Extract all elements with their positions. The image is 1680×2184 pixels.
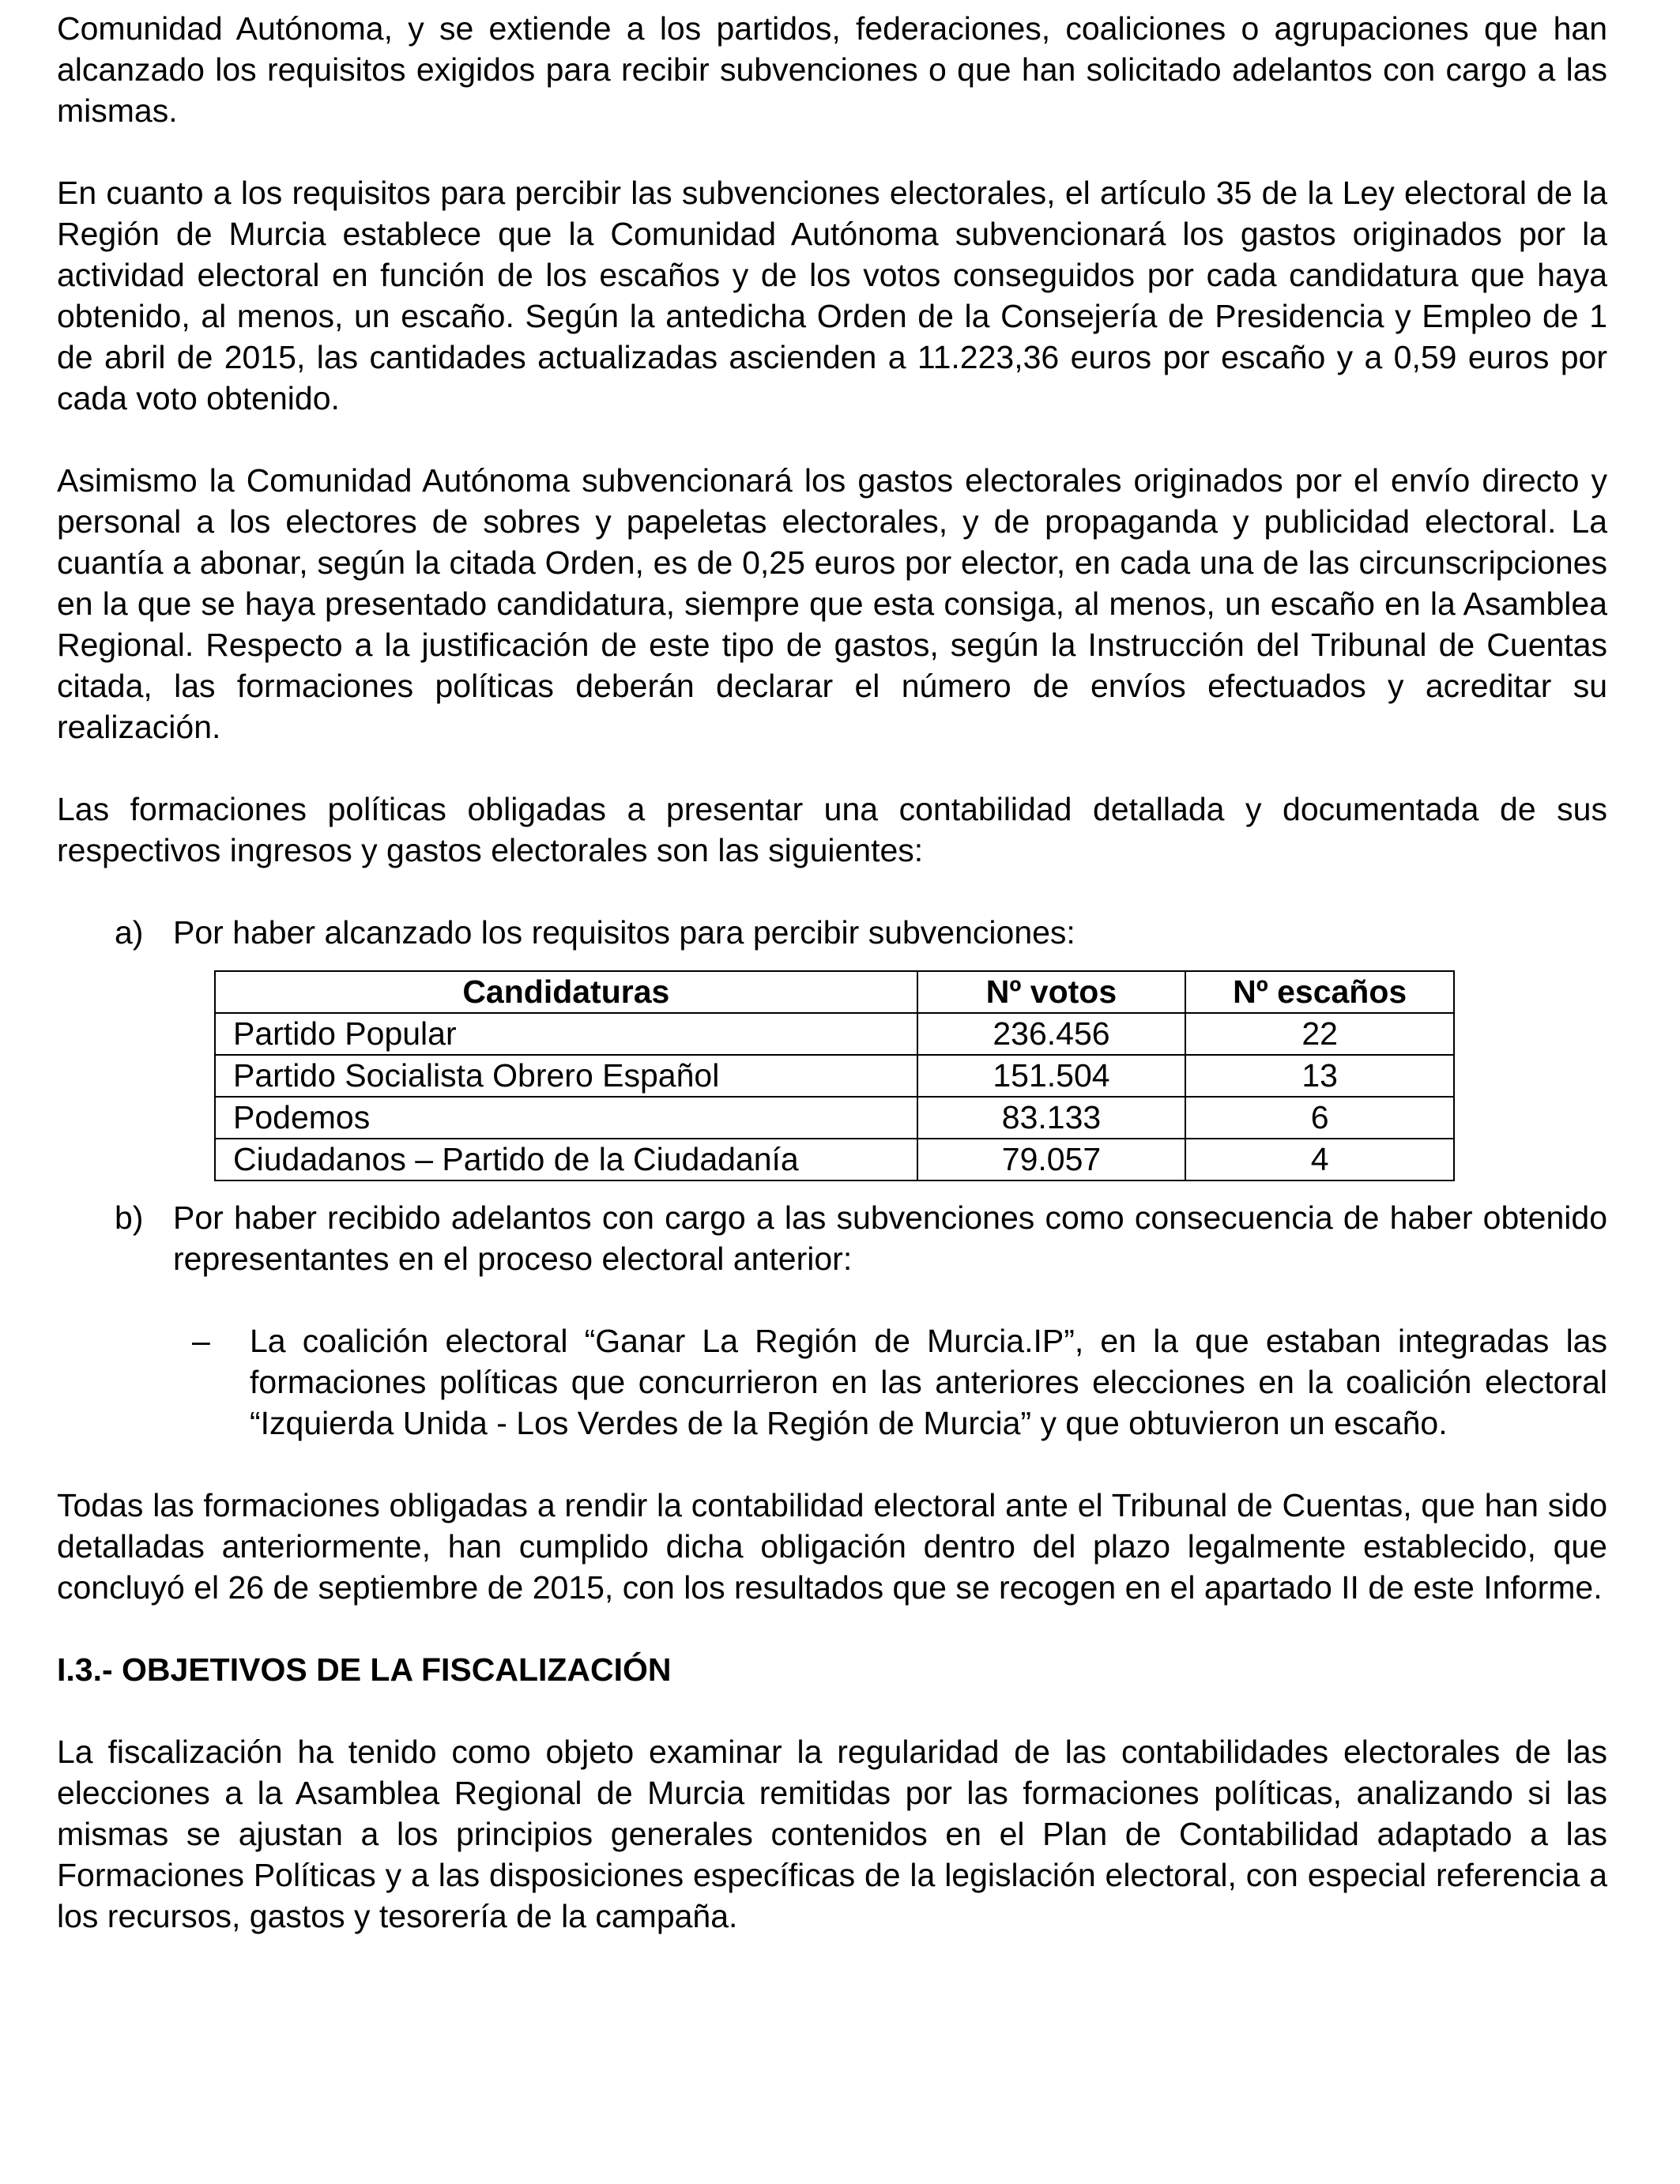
cell-candidatura: Partido Socialista Obrero Español (215, 1055, 917, 1097)
cell-votos: 236.456 (917, 1013, 1186, 1055)
cell-votos: 83.133 (917, 1097, 1186, 1139)
header-candidaturas: Candidaturas (215, 971, 917, 1013)
paragraph-compliance: Todas las formaciones obligadas a rendir la contabilidad electoral ante el Tribunal de Cuentas, que han sido detalladas anteriormente, han cumplido dicha obligación dentro del plazo legalmente establecido, que concluyó el 26 de septiembre de 2015, con los resultados que se recogen en el apartado II de este Informe. (57, 1487, 1607, 1606)
spacer (57, 131, 1607, 172)
cell-escanos: 13 (1185, 1055, 1454, 1097)
paragraph-subsidy-requirements: En cuanto a los requisitos para percibir las subvenciones electorales, el artículo 35 de la Ley electoral de la Región de Murcia establece que la Comunidad Autónoma subvencionará los gastos originados por la actividad electoral en función de los escaños y de los votos conseguidos por cada candidatura que haya obtenido, al menos, un escaño. Según la antedicha Orden de la Consejería de Presidencia y Empleo de 1 de abril de 2015, las cantidades actualizadas ascienden a 11.223,36 euros por escaño y a 0,59 euros por cada voto obtenido. (57, 175, 1607, 416)
list-item-a (57, 912, 1607, 953)
spacer (57, 1279, 1607, 1320)
table-row (215, 1013, 1454, 1055)
paragraph-audit-objectives: La fiscalización ha tenido como objeto examinar la regularidad de las contabilidades electorales de las elecciones a la Asamblea Regional de Murcia remitidas por las formaciones políticas, analizando si las mismas se ajustan a los principios generales contenidos en el Plan de Contabilidad adaptado a las Formaciones Políticas y a las disposiciones específicas de la legislación electoral, con especial referencia a los recursos, gastos y tesorería de la campaña. (57, 1734, 1607, 1934)
spacer (57, 1444, 1607, 1485)
dash-item-text: La coalición electoral “Ganar La Región de Murcia.IP”, en la que estaban integradas las formaciones políticas que concurrieron en las anteriores elecciones en la coalición electoral “Izquierda Unida - Los Verdes de la Región de Murcia” y que obtuvieron un escaño. (250, 1323, 1607, 1441)
paragraph-intro-continuation: Comunidad Autónoma, y se extiende a los partidos, federaciones, coaliciones o agrupaciones que han alcanzado los requisitos exigidos para recibir subvenciones o que han solicitado adelantos con cargo a las mismas. (57, 10, 1607, 129)
spacer (57, 871, 1607, 912)
spacer (57, 419, 1607, 460)
spacer (57, 1690, 1607, 1731)
cell-votos: 151.504 (917, 1055, 1186, 1097)
cell-votos: 79.057 (917, 1139, 1186, 1180)
candidatures-table (214, 970, 1455, 1181)
paragraph-mailing-subsidy: Asimismo la Comunidad Autónoma subvencionará los gastos electorales originados por el envío directo y personal a los electores de sobres y papeletas electorales, y de propaganda y publicidad electoral. La cuantía a abonar, según la citada Orden, es de 0,25 euros por elector, en cada una de las circunscripciones en la que se haya presentado candidatura, siempre que esta consiga, al menos, un escaño en la Asamblea Regional. Respecto a la justificación de este tipo de gastos, según la Instrucción del Tribunal de Cuentas citada, las formaciones políticas deberán declarar el número de envíos efectuados y acreditar su realización. (57, 462, 1607, 745)
spacer (57, 1608, 1607, 1649)
dash-bullet: – (192, 1323, 210, 1359)
cell-candidatura: Podemos (215, 1097, 917, 1139)
cell-escanos: 22 (1185, 1013, 1454, 1055)
cell-escanos: 4 (1185, 1139, 1454, 1180)
header-votos: Nº votos (917, 971, 1186, 1013)
cell-candidatura: Ciudadanos – Partido de la Ciudadanía (215, 1139, 917, 1180)
list-item-b-label: b) (115, 1199, 144, 1236)
dash-list-item (192, 1320, 1607, 1444)
table-header-row (215, 971, 1454, 1013)
list-item-a-label: a) (115, 914, 144, 951)
list-item-a-text: Por haber alcanzado los requisitos para percibir subvenciones: (173, 914, 1075, 951)
cell-escanos: 6 (1185, 1097, 1454, 1139)
list-item-b (57, 1197, 1607, 1279)
document-page (57, 8, 1607, 1937)
list-item-b-text: Por haber recibido adelantos con cargo a las subvenciones como consecuencia de haber obtenido representantes en el proceso electoral anterior: (173, 1199, 1607, 1277)
paragraph-obligated-formations: Las formaciones políticas obligadas a presentar una contabilidad detallada y documentada de sus respectivos ingresos y gastos electorales son las siguientes: (57, 791, 1607, 868)
table-row (215, 1055, 1454, 1097)
section-heading: I.3.- OBJETIVOS DE LA FISCALIZACIÓN (57, 1651, 672, 1688)
header-escanos: Nº escaños (1185, 971, 1454, 1013)
cell-candidatura: Partido Popular (215, 1013, 917, 1055)
spacer (57, 747, 1607, 789)
table-row (215, 1097, 1454, 1139)
table-row (215, 1139, 1454, 1180)
